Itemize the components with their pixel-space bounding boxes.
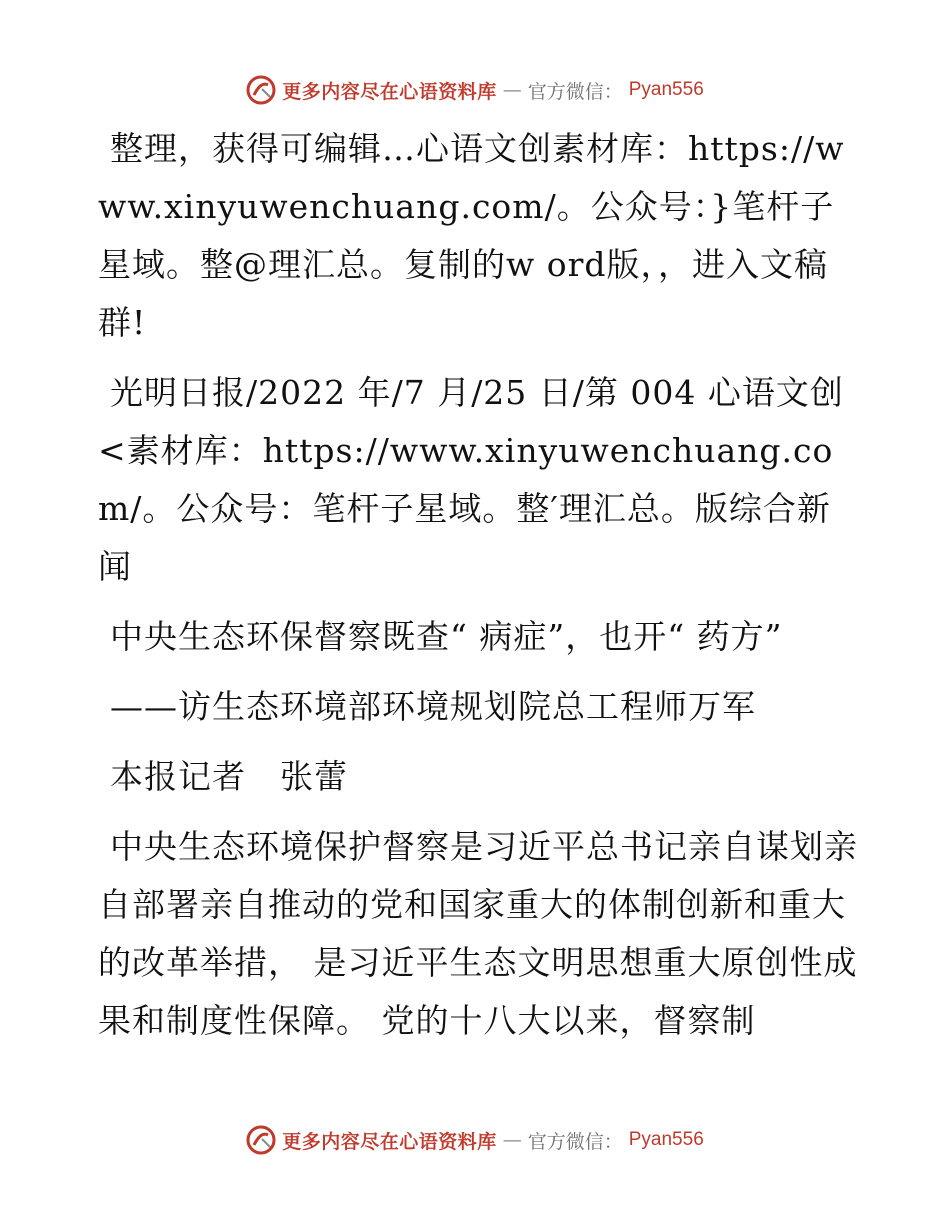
paragraph-source: 光明日报/2022 年/7 月/25 日/第 004 心语文创<素材库：https://www.xinyuwenchuang.com/。公众号：笔杆子星域。整′理汇总。版综合新闻: [98, 373, 844, 586]
article-byline: 本报记者 张蕾: [110, 757, 348, 796]
brand-logo-icon: [246, 1125, 276, 1155]
paragraph-intro: 整理，获得可编辑…心语文创素材库：https://www.xinyuwenchuang.com/。公众号：}笔杆子星域。整@理汇总。复制的w ord版，，进入文稿群!: [98, 129, 845, 342]
article-body-paragraph: 中央生态环境保护督察是习近平总书记亲自谋划亲自部署亲自推动的党和国家重大的体制创新和重大的改革举措， 是习近平生态文明思想重大原创性成果和制度性保障。 党的十八大以来，督察制: [98, 827, 858, 1040]
document-body: [98, 120, 858, 1062]
wechat-label: 官方微信：: [527, 80, 623, 103]
brand-text: 更多内容尽在心语资料库: [282, 80, 497, 103]
article-subtitle: ——访生态环境部环境规划院总工程师万军: [110, 687, 756, 726]
brand-dash: —: [502, 79, 522, 101]
page-header: [0, 70, 950, 110]
brand-logo-icon: [246, 75, 276, 105]
brand-dash: —: [502, 1129, 522, 1151]
article-title: 中央生态环保督察既查“ 病症”，也开“ 药方”: [110, 617, 783, 656]
page-footer: [0, 1120, 950, 1160]
wechat-id: Pyan556: [628, 79, 704, 100]
wechat-id: Pyan556: [628, 1129, 704, 1150]
wechat-label: 官方微信：: [527, 1130, 623, 1153]
brand-text: 更多内容尽在心语资料库: [282, 1130, 497, 1153]
